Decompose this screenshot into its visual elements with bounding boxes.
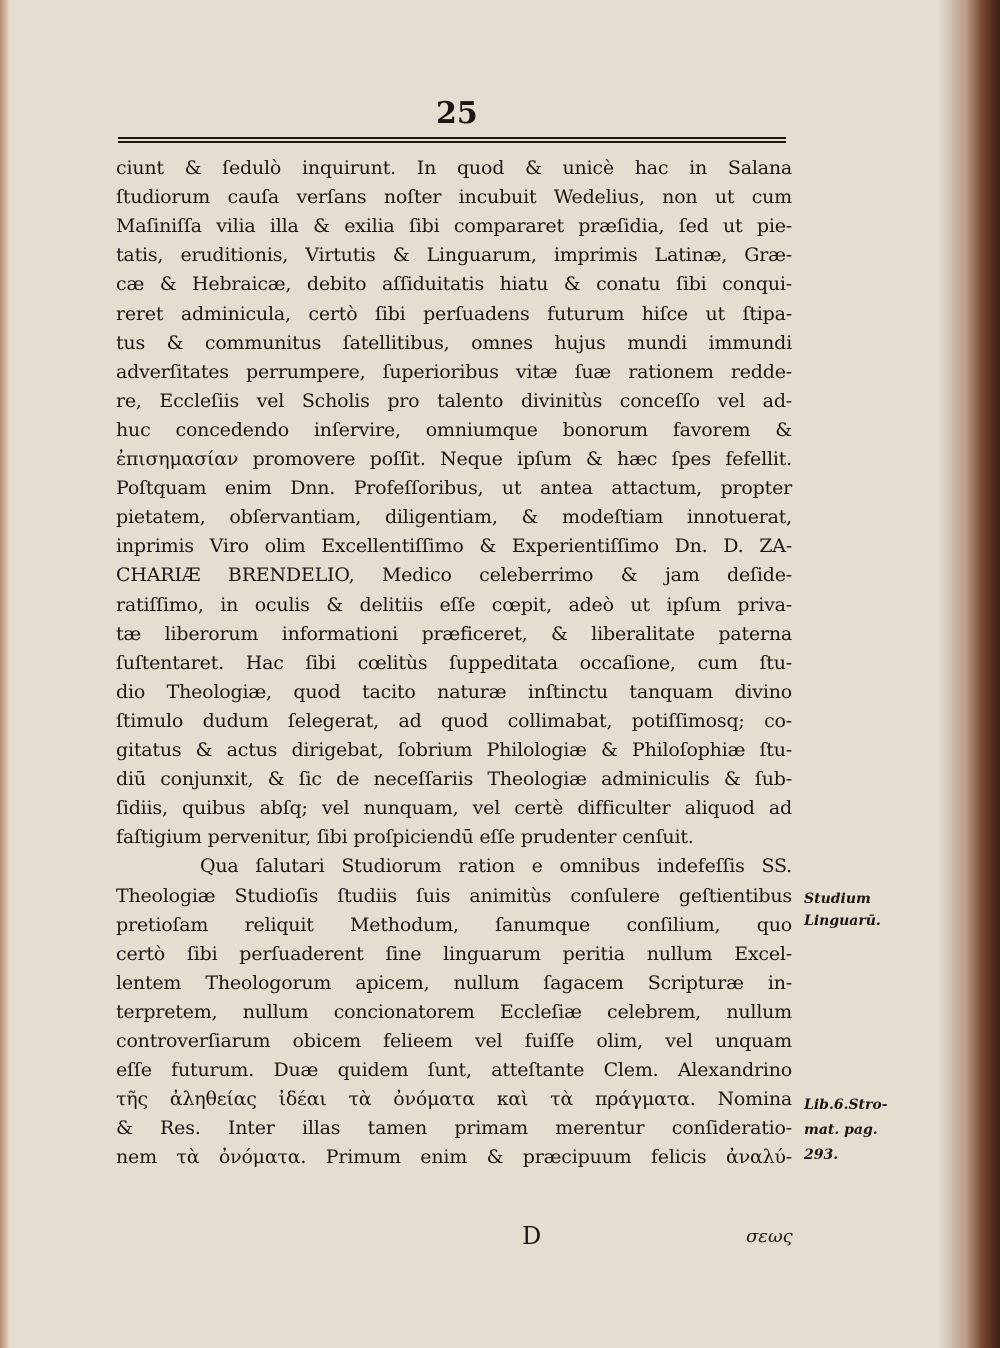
signature-mark: D	[522, 1222, 542, 1250]
text-line: tus & communitus ſatellitibus, omnes hujus mundi immundi	[116, 332, 792, 354]
margin-note-linguarum: Linguarū.	[804, 913, 881, 929]
text-line: controverſiarum obicem felieem vel fuiſſe olim, vel unquam	[116, 1030, 792, 1052]
text-line: nem τὰ ὀνόματα. Primum enim & præcipuum felicis ἀναλύ-	[116, 1146, 792, 1168]
text-line: Theologiæ Studioſis ſtudiis ſuis animitùs conſulere geſtientibus	[116, 885, 792, 907]
text-line: ſuſtentaret. Hac ſibi cœlitùs ſuppeditata occaſione, cum ſtu-	[116, 652, 792, 674]
header-rule	[118, 137, 786, 143]
text-line: inprimis Viro olim Excellentiſſimo & Experientiſſimo Dn. D. ZA-	[116, 535, 792, 557]
text-line: ciunt & ſedulò inquirunt. In quod & unicè hac in Salana	[116, 157, 792, 179]
text-line: & Res. Inter illas tamen primam merentur conſideratio-	[116, 1117, 792, 1139]
text-line: faſtigium pervenitur, ſibi proſpiciendū eſſe prudenter cenſuit.	[116, 826, 694, 848]
text-line: tatis, eruditionis, Virtutis & Linguarum, imprimis Latinæ, Græ-	[116, 244, 792, 266]
text-line: Maſiniſſa vilia illa & exilia ſibi compararet præſidia, ſed ut pie-	[116, 215, 792, 237]
text-line: ἐπισημασίαν promovere poſſit. Neque ipſum & hæc ſpes fefellit.	[116, 448, 792, 470]
text-line: certò ſibi perſuaderent ſine linguarum peritia nullum Excel-	[116, 943, 792, 965]
text-line: ſidiis, quibus abſq; vel nunquam, vel certè difficulter aliquod ad	[116, 797, 792, 819]
text-line: ſtudiorum cauſa verſans noſter incubuit Wedelius, non ut cum	[116, 186, 792, 208]
catchword: σεως	[746, 1226, 793, 1247]
margin-note-reference-3: 293.	[804, 1147, 839, 1163]
margin-note-reference-2: mat. pag.	[804, 1122, 878, 1138]
text-line: pietatem, obſervantiam, diligentiam, & modeſtiam innotuerat,	[116, 506, 792, 528]
text-line: diū conjunxit, & ſic de neceſſariis Theologiæ adminiculis & ſub-	[116, 768, 792, 790]
text-line: ſtimulo dudum ſelegerat, ad quod collimabat, potiſſimosq; co-	[116, 710, 792, 732]
text-line: CHARIÆ BRENDELIO, Medico celeberrimo & jam deſide-	[116, 564, 792, 586]
margin-note-reference-1: Lib.6.Stro-	[804, 1097, 888, 1113]
text-line: terpretem, nullum concionatorem Eccleſiæ celebrem, nullum	[116, 1001, 792, 1023]
margin-note-studium: Studium	[804, 891, 871, 907]
text-line: tæ liberorum informationi præficeret, & liberalitate paterna	[116, 623, 792, 645]
text-line: pretioſam reliquit Methodum, ſanumque conſilium, quo	[116, 914, 792, 936]
text-line: eſſe futurum. Duæ quidem ſunt, atteſtante Clem. Alexandrino	[116, 1059, 792, 1081]
page-right-edge	[938, 0, 1000, 1348]
page-left-edge	[0, 0, 10, 1348]
text-line: reret adminicula, certò ſibi perſuadens futurum hiſce ut ſtipa-	[116, 303, 792, 325]
text-line: cæ & Hebraicæ, debito aſſiduitatis hiatu & conatu ſibi conqui-	[116, 273, 792, 295]
text-line: Qua ſalutari Studiorum ration e omnibus indefeſſis SS.	[200, 855, 792, 877]
page-number: 25	[436, 96, 478, 131]
text-line: adverſitates perrumpere, ſuperioribus vitæ ſuæ rationem redde-	[116, 361, 792, 383]
text-line: ratiſſimo, in oculis & delitiis eſſe cœpit, adeò ut ipſum priva-	[116, 594, 792, 616]
text-line: τῆς ἀληθείας ἰδέαι τὰ ὀνόματα καὶ τὰ πράγματα. Nomina	[116, 1088, 792, 1110]
text-line: huc concedendo inſervire, omniumque bonorum favorem &	[116, 419, 792, 441]
text-line: re, Eccleſiis vel Scholis pro talento divinitùs conceſſo vel ad-	[116, 390, 792, 412]
text-line: dio Theologiæ, quod tacito naturæ inſtinctu tanquam divino	[116, 681, 792, 703]
text-line: Poſtquam enim Dnn. Profeſſoribus, ut antea attactum, propter	[116, 477, 792, 499]
text-line: lentem Theologorum apicem, nullum ſagacem Scripturæ in-	[116, 972, 792, 994]
text-line: gitatus & actus dirigebat, ſobrium Philologiæ & Philoſophiæ ſtu-	[116, 739, 792, 761]
